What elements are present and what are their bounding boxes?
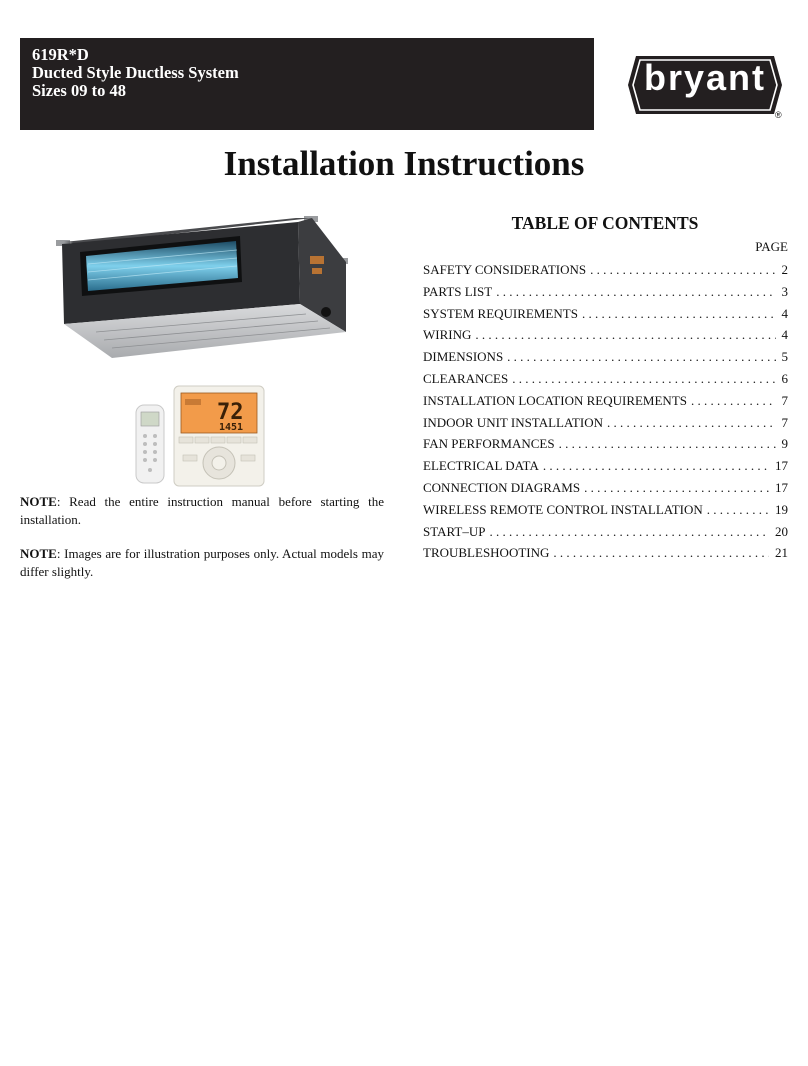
toc-entry[interactable] [423, 524, 788, 546]
toc-entry-title: INDOOR UNIT INSTALLATION [423, 415, 607, 431]
product-sizes: Sizes 09 to 48 [32, 81, 126, 100]
note-text: : Read the entire instruction manual before starting the installation. [20, 494, 384, 527]
toc-entry-page: 2 [781, 262, 788, 277]
note-text: : Images are for illustration purposes only. Actual models may differ slightly. [20, 546, 384, 579]
toc-entry[interactable] [423, 458, 788, 480]
toc-entry-title: ELECTRICAL DATA [423, 458, 543, 474]
toc-entry-title: SYSTEM REQUIREMENTS [423, 306, 582, 322]
toc-entry-page: 7 [781, 392, 788, 408]
toc-entry-title: FAN PERFORMANCES [423, 436, 559, 452]
toc-entry-page: 4 [781, 305, 788, 321]
toc-entry-page: 6 [781, 370, 788, 386]
toc-entry[interactable] [423, 393, 788, 415]
toc-leader [691, 393, 776, 409]
wireless-remote-image [135, 404, 165, 484]
toc-leader [559, 436, 776, 452]
logo-wordmark: bryant [643, 57, 767, 98]
toc-entry-title: WIRELESS REMOTE CONTROL INSTALLATION [423, 502, 707, 518]
toc-leader [584, 480, 769, 496]
toc-entry[interactable] [423, 436, 788, 458]
toc-entry[interactable] [423, 371, 788, 393]
toc-leader [489, 524, 769, 540]
toc-entry-title: DIMENSIONS [423, 349, 507, 365]
toc-entry-title: WIRING [423, 327, 475, 343]
toc-entry[interactable] [423, 415, 788, 437]
toc-leader [590, 262, 775, 278]
toc-entry[interactable] [423, 262, 788, 284]
note-label: NOTE [20, 494, 57, 509]
note-label: NOTE [20, 546, 57, 561]
toc-entry-page: 9 [781, 436, 788, 452]
toc-leader [707, 502, 769, 518]
toc-entry[interactable] [423, 306, 788, 328]
toc-leader [543, 458, 769, 474]
toc-entry-page: 17 [775, 479, 788, 495]
wired-controller-image [173, 385, 265, 487]
toc-entry-page: 4 [781, 327, 788, 343]
toc-leader [582, 306, 776, 322]
note-illustration [20, 545, 384, 581]
toc-entry-title: PARTS LIST [423, 284, 496, 300]
model-number: 619R*D [32, 45, 89, 64]
toc-heading: TABLE OF CONTENTS [511, 213, 699, 233]
registered-mark: ® [775, 110, 782, 120]
toc-entry-title: SAFETY CONSIDERATIONS [423, 262, 590, 278]
toc-entry-title: START–UP [423, 524, 489, 540]
toc-leader [496, 284, 775, 300]
toc-entry-title: TROUBLESHOOTING [423, 545, 553, 561]
page-title: Installation Instructions [223, 144, 585, 183]
toc-entry-page: 21 [775, 545, 788, 561]
header-bar [20, 38, 594, 130]
toc-entry-page: 5 [781, 349, 788, 365]
toc-entry[interactable] [423, 502, 788, 524]
toc-entry-title: CLEARANCES [423, 371, 512, 387]
product-name: Ducted Style Ductless System [32, 63, 239, 82]
thermostat-temp: 72 [217, 400, 244, 425]
toc-entry[interactable] [423, 349, 788, 371]
toc-entry[interactable] [423, 284, 788, 306]
toc-leader [512, 371, 775, 387]
toc-entry-page: 19 [775, 501, 788, 517]
toc-entry-title: CONNECTION DIAGRAMS [423, 480, 584, 496]
toc-leader [553, 545, 769, 561]
toc-entry-page: 20 [775, 523, 788, 539]
toc-entry-page: 7 [781, 414, 788, 430]
toc-entry[interactable] [423, 327, 788, 349]
toc-leader [607, 415, 776, 431]
toc-leader [475, 327, 775, 343]
toc-entry-title: INSTALLATION LOCATION REQUIREMENTS [423, 393, 691, 409]
toc-entry-page: 17 [775, 458, 788, 474]
toc-entry[interactable] [423, 480, 788, 502]
toc-entry[interactable] [423, 545, 788, 567]
toc-list [423, 262, 788, 567]
ducted-unit-image [56, 212, 351, 364]
toc-entry-page: 3 [781, 283, 788, 299]
toc-page-header: PAGE [755, 239, 788, 254]
thermostat-time: 1451 [219, 422, 244, 433]
toc-leader [507, 349, 775, 365]
note-read-manual [20, 493, 384, 529]
